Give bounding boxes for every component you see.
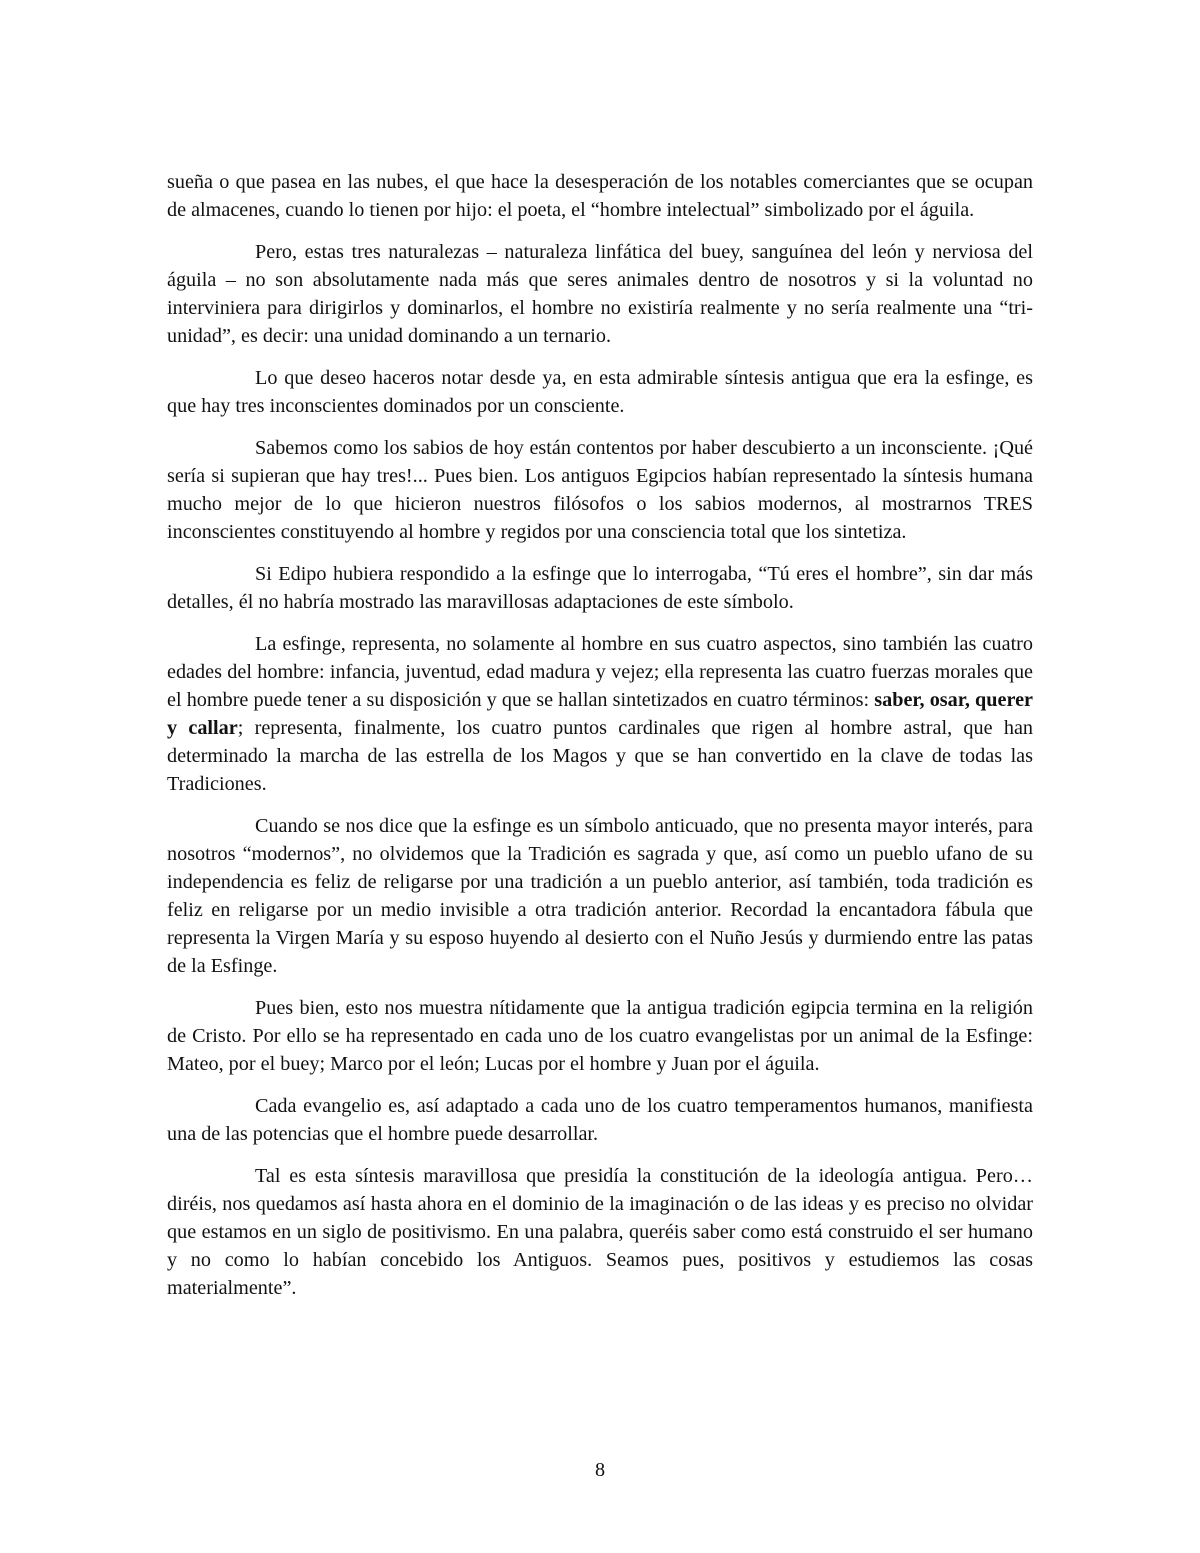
paragraph-3: Lo que deseo haceros notar desde ya, en esta admirable síntesis antigua que era la esfinge, es que hay tres inconscientes dominados por un consciente. bbox=[167, 367, 1033, 417]
paragraph-6-text-after: ; representa, finalmente, los cuatro puntos cardinales que rigen al hombre astral, que han determinado la marcha de las estrella de los Magos y que se han convertido en la clave de todas las Tradiciones. bbox=[167, 717, 1034, 795]
paragraph-8: Pues bien, esto nos muestra nítidamente que la antigua tradición egipcia termina en la religión de Cristo. Por ello se ha representado en cada uno de los cuatro evangelistas por un animal de la Esfinge: Mateo, por el buey; Marco por el león; Lucas por el hombre y Juan por el águila. bbox=[167, 997, 1033, 1075]
document-body bbox=[167, 168, 1033, 1316]
paragraph-5: Si Edipo hubiera respondido a la esfinge que lo interrogaba, “Tú eres el hombre”, sin dar más detalles, él no habría mostrado las maravillosas adaptaciones de este símbolo. bbox=[167, 563, 1033, 613]
paragraph-7: Cuando se nos dice que la esfinge es un símbolo anticuado, que no presenta mayor interés, para nosotros “modernos”, no olvidemos que la Tradición es sagrada y que, así como un pueblo ufano de su independencia es feliz de religarse por una tradición a un pueblo anterior, así también, toda tradición es feliz en religarse por un medio invisible a otra tradición anterior. Recordad la encantadora fábula que representa la Virgen María y su esposo huyendo al desierto con el Nuño Jesús y durmiendo entre las patas de la Esfinge. bbox=[167, 815, 1033, 977]
paragraph-6 bbox=[167, 630, 1033, 798]
paragraph-10: Tal es esta síntesis maravillosa que presidía la constitución de la ideología antigua. Pero… diréis, nos quedamos así hasta ahora en el dominio de la imaginación o de las ideas y es preciso no olvidar que estamos en un siglo de positivismo. En una palabra, queréis saber como está construido el ser humano y no como lo habían concebido los Antiguos. Seamos pues, positivos y estudiemos las cosas materialmente”. bbox=[167, 1165, 1033, 1299]
paragraph-1: sueña o que pasea en las nubes, el que hace la desesperación de los notables comerciantes que se ocupan de almacenes, cuando lo tienen por hijo: el poeta, el “hombre intelectual” simbolizado por el águila. bbox=[167, 171, 1033, 221]
paragraph-2: Pero, estas tres naturalezas – naturaleza linfática del buey, sanguínea del león y nerviosa del águila – no son absolutamente nada más que seres animales dentro de nosotros y si la voluntad no interviniera para dirigirlos y dominarlos, el hombre no existiría realmente y no sería realmente una “tri-unidad”, es decir: una unidad dominando a un ternario. bbox=[167, 241, 1033, 347]
paragraph-4: Sabemos como los sabios de hoy están contentos por haber descubierto a un inconsciente. ¡Qué sería si supieran que hay tres!... Pues bien. Los antiguos Egipcios habían representado la síntesis humana mucho mejor de lo que hicieron nuestros filósofos o los sabios modernos, al mostrarnos TRES inconscientes constituyendo al hombre y regidos por una consciencia total que los sintetiza. bbox=[167, 437, 1033, 543]
paragraph-9: Cada evangelio es, así adaptado a cada uno de los cuatro temperamentos humanos, manifiesta una de las potencias que el hombre puede desarrollar. bbox=[167, 1095, 1033, 1145]
paragraph-6-text-before: La esfinge, representa, no solamente al hombre en sus cuatro aspectos, sino también las cuatro edades del hombre: infancia, juventud, edad madura y vejez; ella representa las cuatro fuerzas morales que el hombre puede tener a su disposición y que se hallan sintetizados en cuatro términos: bbox=[167, 633, 1033, 711]
paragraph-6-bold-terms: saber, osar, querer y callar bbox=[167, 689, 1033, 739]
page-number: 8 bbox=[594, 1459, 606, 1481]
